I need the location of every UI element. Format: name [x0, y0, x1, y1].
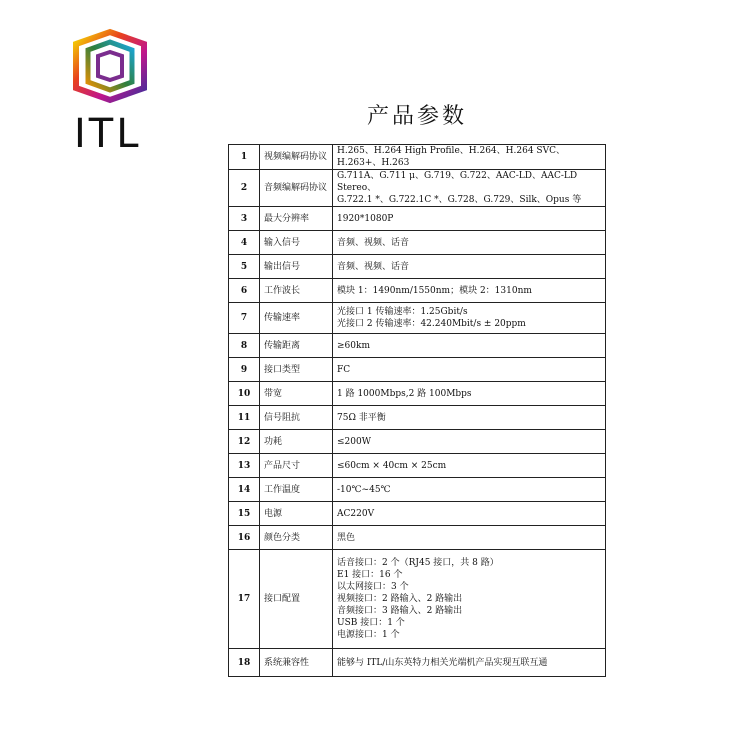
param-value-line: E1 接口：16 个: [337, 570, 403, 580]
table-row: [229, 478, 606, 502]
param-name: 输入信号: [260, 231, 333, 255]
page-title: 产品参数: [366, 104, 467, 129]
table-row: [229, 334, 606, 358]
param-value-line: ≤60cm × 40cm × 25cm: [337, 460, 447, 471]
param-value: [333, 358, 606, 382]
table-row: [229, 406, 606, 430]
table-row: [229, 255, 606, 279]
param-value: [333, 303, 606, 334]
param-name: 带宽: [260, 382, 333, 406]
table-row: [229, 231, 606, 255]
table-row: [229, 382, 606, 406]
param-value: [333, 145, 606, 170]
param-value-line: 音频接口：3 路输入、2 路输出: [337, 606, 463, 616]
row-number: 1: [229, 145, 260, 170]
param-name: 传输速率: [260, 303, 333, 334]
param-value: [333, 526, 606, 550]
param-value: [333, 334, 606, 358]
param-value: [333, 279, 606, 303]
param-value-line: 黑色: [337, 532, 356, 543]
table-row: [229, 502, 606, 526]
table-row: [229, 649, 606, 677]
param-value: [333, 255, 606, 279]
table-row: [229, 454, 606, 478]
row-number: 16: [229, 526, 260, 550]
param-name: 功耗: [260, 430, 333, 454]
param-value: [333, 430, 606, 454]
param-value-line: 模块 1：1490nm/1550nm；模块 2：1310nm: [337, 285, 532, 296]
row-number: 10: [229, 382, 260, 406]
param-value-line: 能够与 ITL/山东英特力相关光端机产品实现互联互通: [337, 657, 548, 668]
param-name: 颜色分类: [260, 526, 333, 550]
param-value-line: ≤200W: [337, 436, 371, 447]
param-name: 输出信号: [260, 255, 333, 279]
table-row: [229, 170, 606, 207]
param-name: 电源: [260, 502, 333, 526]
param-name: 信号阻抗: [260, 406, 333, 430]
param-value-line: AC220V: [337, 508, 375, 519]
param-name: 产品尺寸: [260, 454, 333, 478]
table-row: [229, 303, 606, 334]
param-value: [333, 231, 606, 255]
param-value-line: 电源接口：1 个: [337, 630, 400, 640]
param-value-line: 视频接口：2 路输入、2 路输出: [337, 594, 463, 604]
table-row: [229, 430, 606, 454]
row-number: 15: [229, 502, 260, 526]
param-name: 系统兼容性: [260, 649, 333, 677]
param-value-line: 光接口 1 传输速率：1.25Gbit/s: [337, 307, 468, 317]
param-name: 传输距离: [260, 334, 333, 358]
param-value-line: 1920*1080P: [337, 213, 394, 224]
param-value-line: 音频、视频、话音: [337, 261, 410, 272]
row-number: 17: [229, 550, 260, 649]
row-number: 12: [229, 430, 260, 454]
row-number: 18: [229, 649, 260, 677]
param-value-line: ≥60km: [337, 340, 370, 351]
param-value-line: 话音接口：2 个（RJ45 接口，共 8 路）: [337, 558, 499, 568]
param-value-line: 1 路 1000Mbps,2 路 100Mbps: [337, 388, 472, 399]
param-name: 接口类型: [260, 358, 333, 382]
table-row: [229, 145, 606, 170]
itl-logo-icon: [70, 26, 150, 106]
param-value: [333, 454, 606, 478]
row-number: 3: [229, 207, 260, 231]
spec-table: [228, 144, 606, 677]
brand-logo-text: ITL: [74, 111, 142, 157]
row-number: 13: [229, 454, 260, 478]
row-number: 9: [229, 358, 260, 382]
row-number: 11: [229, 406, 260, 430]
table-row: [229, 279, 606, 303]
row-number: 5: [229, 255, 260, 279]
param-value-line: 音频、视频、话音: [337, 237, 410, 248]
param-value: [333, 502, 606, 526]
param-name: 最大分辨率: [260, 207, 333, 231]
row-number: 2: [229, 170, 260, 207]
param-value-line: H.265、H.264 High Profile、H.264、H.264 SVC、H.263+、H.263: [337, 146, 565, 168]
row-number: 8: [229, 334, 260, 358]
table-row: [229, 526, 606, 550]
row-number: 6: [229, 279, 260, 303]
row-number: 14: [229, 478, 260, 502]
param-value-line: -10℃~45℃: [337, 484, 391, 495]
param-value: [333, 170, 606, 207]
param-name: 工作波长: [260, 279, 333, 303]
param-name: 视频编解码协议: [260, 145, 333, 170]
param-value: [333, 382, 606, 406]
param-name: 接口配置: [260, 550, 333, 649]
table-row: [229, 550, 606, 649]
param-value-line: 75Ω 非平衡: [337, 412, 386, 423]
param-value-line: USB 接口：1 个: [337, 618, 405, 628]
param-value-line: FC: [337, 364, 351, 375]
param-value: [333, 550, 606, 649]
param-value-line: G.711A、G.711 μ、G.719、G.722、AAC-LD、AAC-LD Stereo、: [337, 171, 578, 193]
param-name: 工作温度: [260, 478, 333, 502]
row-number: 7: [229, 303, 260, 334]
param-name: 音频编解码协议: [260, 170, 333, 207]
param-value-line: 光接口 2 传输速率：42.240Mbit/s ± 20ppm: [337, 319, 526, 329]
table-row: [229, 207, 606, 231]
table-row: [229, 358, 606, 382]
param-value-line: 以太网接口：3 个: [337, 582, 409, 592]
param-value: [333, 649, 606, 677]
row-number: 4: [229, 231, 260, 255]
param-value: [333, 207, 606, 231]
param-value-line: G.722.1 *、G.722.1C *、G.728、G.729、Silk、Opus 等: [337, 195, 582, 205]
param-value: [333, 406, 606, 430]
param-value: [333, 478, 606, 502]
